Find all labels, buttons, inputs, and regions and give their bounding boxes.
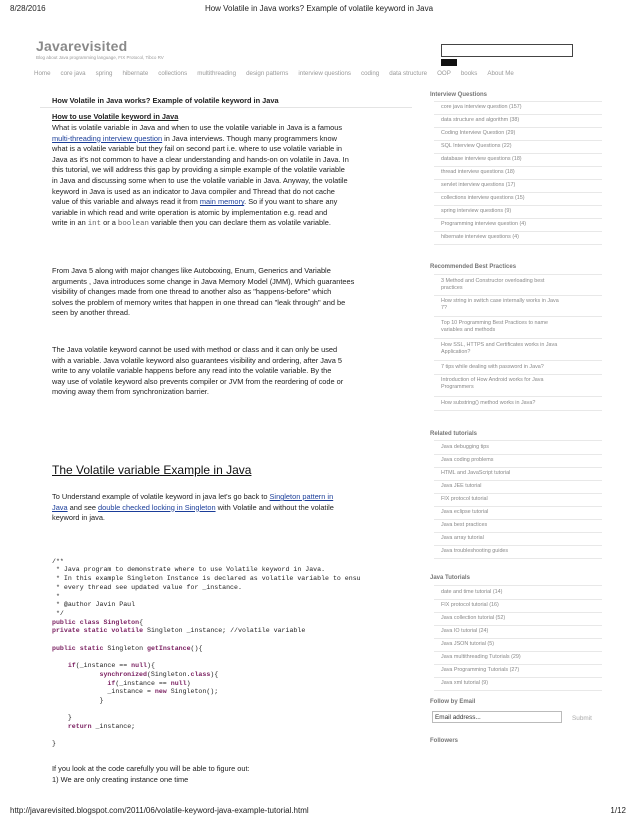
double-checked-locking-link[interactable]: double checked locking in Singleton <box>98 502 216 512</box>
code-line <box>52 671 424 680</box>
sidebar-divider <box>434 638 602 639</box>
sidebar-divider <box>434 140 602 141</box>
code-keyword: synchronized <box>99 670 147 678</box>
p1-text: or a <box>101 218 118 228</box>
code-text: _instance; <box>91 723 136 731</box>
code-line <box>52 714 424 723</box>
sidebar-link[interactable]: Java JSON tutorial (5) <box>441 641 495 647</box>
print-date: 8/28/2016 <box>10 4 46 13</box>
sidebar-link-text: Programmers <box>441 384 474 390</box>
code-line: * every thread see updated value for _instance. <box>52 583 242 591</box>
post-title: How Volatile in Java works? Example of volatile keyword in Java <box>52 96 279 105</box>
paragraph-1 <box>52 123 404 230</box>
sidebar-divider <box>434 374 602 375</box>
sidebar-link-text: 3 Method and Constructor overloading best <box>441 278 545 284</box>
sidebar-divider <box>434 179 602 180</box>
print-page-title: How Volatile in Java works? Example of volatile keyword in Java <box>204 4 434 13</box>
p5-line: If you look at the code carefully you will be able to figure out: <box>52 764 250 773</box>
sidebar-link[interactable]: date and time tutorial (14) <box>441 589 503 595</box>
p1-text: write in an <box>52 218 88 228</box>
nav-data-structure[interactable]: data structure <box>389 70 428 77</box>
code-block <box>52 549 424 758</box>
blog-tagline: Blog about Java programming language, FIX Protocol, Tibco RV <box>36 55 164 60</box>
sidebar-divider <box>434 493 602 494</box>
code-text: (_instance == <box>75 662 132 670</box>
code-line <box>52 680 424 689</box>
code-line <box>52 732 424 741</box>
p2-line: arguments , Java introduces some change in Java Memory Model (JMM), Which guarantees <box>52 276 355 286</box>
blog-title[interactable]: Javarevisited <box>36 38 128 54</box>
paragraph-5 <box>52 764 404 785</box>
sidebar-divider <box>434 192 602 193</box>
code-line <box>52 688 424 697</box>
sidebar-divider <box>434 625 602 626</box>
code-text: (){ <box>190 644 203 652</box>
p3-line: moving away them from synchronization barrier. <box>52 387 209 397</box>
p4-text: with Volatile and without the volatile <box>215 502 334 512</box>
p1-text: in Java interviews. Though many programmers know <box>162 133 337 143</box>
code-line <box>52 627 424 636</box>
p5-line: 1) We are only creating instance one time <box>52 774 189 784</box>
p3-line: The Java volatile keyword cannot be used with method or class and it can only be used <box>52 345 338 354</box>
sidebar-divider <box>434 677 602 678</box>
sidebar-link[interactable]: Java eclipse tutorial <box>441 509 489 515</box>
nav-oop[interactable]: OOP <box>437 70 451 77</box>
sidebar-divider <box>434 295 602 296</box>
sidebar-link[interactable]: spring interview questions (9) <box>441 208 512 214</box>
sidebar-divider <box>434 231 602 232</box>
p2-line: From Java 5 along with major changes like Autoboxing, Enum, Generics and Variable <box>52 266 331 275</box>
sidebar-divider <box>434 410 602 411</box>
code-keyword: volatile <box>111 627 144 635</box>
p1-line: What is volatile variable in Java and when to use the volatile variable in Java is a famous <box>52 123 343 132</box>
sidebar-link[interactable]: Java Programming Tutorials (27) <box>441 667 520 673</box>
code-line <box>52 653 424 662</box>
sidebar-link[interactable]: Java collection tutorial (52) <box>441 615 506 621</box>
sidebar-link[interactable]: Java JEE tutorial <box>441 483 482 489</box>
sidebar-divider <box>434 153 602 154</box>
nav-home[interactable]: Home <box>34 70 51 77</box>
p2-line: solves the problem of memory writes that happen in one thread can "leak through" and be <box>52 297 346 307</box>
nav-collections[interactable]: collections <box>158 70 188 77</box>
singleton-pattern-link[interactable]: Singleton pattern in <box>269 492 334 501</box>
sidebar-link[interactable]: Programming interview question (4) <box>441 221 527 227</box>
subheading-text: How to use Volatile keyword in Java <box>52 112 179 121</box>
nav-interview-questions[interactable]: interview questions <box>298 70 351 77</box>
nav-coding[interactable]: coding <box>361 70 380 77</box>
p4-line <box>52 492 404 503</box>
sidebar-divider <box>434 454 602 455</box>
sidebar-divider <box>434 506 602 507</box>
sidebar-link-text: practices <box>441 285 463 291</box>
sidebar-divider <box>434 467 602 468</box>
sidebar-divider <box>434 274 602 275</box>
search-input[interactable] <box>441 44 573 57</box>
code-text: _instance = <box>107 688 155 696</box>
code-line: * @author Javin Paul <box>52 601 136 609</box>
sidebar-divider <box>434 166 602 167</box>
sidebar-divider <box>434 651 602 652</box>
inline-code-boolean: boolean <box>117 220 149 229</box>
p1-line: variable in which read and write operation is atomic by implementation e.g. read and <box>52 207 328 217</box>
sidebar-link[interactable]: Java array tutorial <box>441 535 484 541</box>
code-text: ){ <box>210 670 219 678</box>
sidebar-link[interactable] <box>441 364 591 371</box>
sidebar-heading-java-tutorials: Java Tutorials <box>430 575 470 581</box>
p4-text: and see <box>67 502 99 512</box>
sidebar-link-text: Introduction of How Android works for Java <box>441 377 544 383</box>
post-divider <box>40 107 412 108</box>
sidebar-link[interactable]: HTML and JavaScript tutorial <box>441 470 511 476</box>
singleton-pattern-link-cont[interactable]: Java <box>52 502 68 512</box>
sidebar-heading-followers: Followers <box>430 738 459 744</box>
sidebar-divider <box>434 690 602 691</box>
sidebar-heading-best-practices: Recommended Best Practices <box>430 264 517 270</box>
code-line <box>52 636 424 645</box>
sidebar-divider <box>434 101 602 102</box>
sidebar-divider <box>434 127 602 128</box>
sidebar-link[interactable] <box>441 298 591 312</box>
sidebar-link[interactable]: SQL Interview Questions (22) <box>441 143 512 149</box>
p1-text: variable then you can declare them as volatile variable. <box>148 218 331 228</box>
sidebar-link-text: How substring() method works in Java? <box>441 400 536 406</box>
paragraph-2 <box>52 266 404 319</box>
sidebar-divider <box>434 114 602 115</box>
code-text: } <box>67 714 72 722</box>
sidebar-divider <box>434 360 602 361</box>
sidebar-link-text: Application? <box>441 349 471 355</box>
code-keyword: static <box>79 644 104 652</box>
print-url: http://javarevisited.blogspot.com/2011/06/volatile-keyword-java-example-tutorial.html <box>10 806 309 815</box>
p1-line: what is a volatile variable but they fail on second part i.e. where to use volatile variable in <box>52 144 343 154</box>
code-keyword: static <box>83 627 108 635</box>
code-text: ) <box>186 679 191 687</box>
sidebar-link-text: Top 10 Programming Best Practices to name <box>441 320 548 326</box>
code-text: } <box>52 740 56 748</box>
print-header <box>0 4 638 18</box>
paragraph-4 <box>52 492 404 524</box>
sidebar-divider <box>434 218 602 219</box>
p1-line: keyword in Java is used as an indicator to Java compiler and Thread that do not cache <box>52 186 335 196</box>
code-text: } <box>99 696 104 704</box>
sidebar-divider <box>434 205 602 206</box>
code-line: * Java program to demonstrate where to use Volatile keyword in Java. <box>52 566 326 574</box>
p3-line: with a variable. Java volatile keyword also guarantees visibility and ordering, after Java 5 <box>52 355 343 365</box>
post-subheading <box>52 112 404 123</box>
nav-multithreading[interactable]: multithreading <box>197 70 237 77</box>
sidebar-link-text: 7? <box>441 305 447 311</box>
p1-text: value of this variable and always read it from <box>52 197 200 207</box>
code-keyword: public <box>52 618 76 626</box>
sidebar-link[interactable]: FIX protocol tutorial (16) <box>441 602 499 608</box>
code-text: { <box>139 618 144 626</box>
nav-books[interactable]: books <box>460 70 478 77</box>
sidebar-link[interactable]: Java coding problems <box>441 457 494 463</box>
sidebar-heading-interview: Interview Questions <box>430 92 488 98</box>
code-line <box>52 697 424 706</box>
code-keyword: if <box>107 679 116 687</box>
code-text: ){ <box>146 662 155 670</box>
sidebar-divider <box>434 585 602 586</box>
sidebar-link[interactable]: collections interview questions (15) <box>441 195 525 201</box>
sidebar-link[interactable]: Java xml tutorial (9) <box>441 680 489 686</box>
sidebar-link[interactable] <box>441 377 591 391</box>
email-field[interactable]: Email address... <box>432 711 562 723</box>
p1-line: in Java and discussing some when to use the volatile variable in Java. Anyway, the volatile <box>52 175 348 185</box>
sidebar-link[interactable]: data structure and algorithm (38) <box>441 117 520 123</box>
code-text: (_instance == <box>115 679 171 687</box>
code-keyword: class <box>79 618 100 626</box>
p3-line: write to any volatile variable happens before any read into the volatile variable. By the <box>52 366 332 376</box>
print-page-number: 1/12 <box>610 806 626 815</box>
p1-line: Java as it's not common to have a clear understanding and hands-on on volatile in Java. In <box>52 154 349 164</box>
submit-button[interactable]: Submit <box>572 715 592 722</box>
multithreading-interview-link[interactable]: multi-threading interview question <box>52 133 163 143</box>
sidebar-link[interactable]: Java troubleshooting guides <box>441 548 509 554</box>
code-line: */ <box>52 609 64 617</box>
section-heading: The Volatile variable Example in Java <box>52 463 252 477</box>
code-line <box>52 723 424 732</box>
sidebar-link[interactable]: Java IO tutorial (24) <box>441 628 489 634</box>
p1-text: . So if you want to share any <box>244 197 338 207</box>
sidebar-link[interactable]: Java debugging tips <box>441 444 489 450</box>
code-line <box>52 706 424 715</box>
code-keyword: if <box>67 662 76 670</box>
sidebar-divider <box>434 440 602 441</box>
code-keyword: null <box>131 662 147 670</box>
sidebar-link[interactable] <box>441 278 591 292</box>
sidebar-link[interactable] <box>441 400 591 407</box>
sidebar-link[interactable]: Coding Interview Question (29) <box>441 130 516 136</box>
sidebar-divider <box>434 558 602 559</box>
sidebar-link[interactable]: core java interview question (157) <box>441 104 522 110</box>
code-line <box>52 740 424 749</box>
paragraph-3 <box>52 345 404 398</box>
code-keyword: return <box>67 723 92 731</box>
sidebar-divider <box>434 599 602 600</box>
code-keyword: class <box>190 670 211 678</box>
sidebar-link-text: How SSL, HTTPS and Certificates works in Java <box>441 342 558 348</box>
p2-line: seen by another thread. <box>52 308 131 318</box>
code-text: Singleton _instance; //volatile variable <box>143 627 306 635</box>
sidebar-divider <box>434 396 602 397</box>
sidebar-divider <box>434 545 602 546</box>
code-line <box>52 645 424 654</box>
sidebar-link[interactable]: FIX protocol tutorial <box>441 496 488 502</box>
sidebar-link-text: 7 tips while dealing with password in Java? <box>441 364 544 370</box>
sidebar-heading-follow: Follow by Email <box>430 699 476 705</box>
inline-code-int: int <box>87 220 102 229</box>
sidebar-divider <box>434 316 602 317</box>
sidebar-link[interactable]: servlet interview questions (17) <box>441 182 516 188</box>
code-keyword: private <box>52 627 80 635</box>
sidebar-divider <box>434 612 602 613</box>
code-keyword: null <box>170 679 187 687</box>
sidebar-link[interactable]: thread interview questions (18) <box>441 169 515 175</box>
p3-line: way use of volatile keyword also prevents compiler or JVM from the reordering of code or <box>52 376 344 386</box>
p1-line <box>52 134 404 145</box>
p1-line <box>52 197 404 208</box>
nav-about-me[interactable]: About Me <box>487 70 514 77</box>
nav-spring[interactable]: spring <box>95 70 113 77</box>
sidebar-link-text: How string in switch case internally works in Java <box>441 298 559 304</box>
code-line <box>52 662 424 671</box>
nav-core-java[interactable]: core java <box>60 70 86 77</box>
p4-line: keyword in java. <box>52 513 105 523</box>
sidebar-link[interactable]: database interview questions (18) <box>441 156 522 162</box>
code-keyword: new <box>154 688 167 696</box>
p4-text: To Understand example of volatile keyword in java let's go back to <box>52 492 270 501</box>
code-class-name: Singleton <box>103 618 140 626</box>
sidebar-link[interactable] <box>441 342 591 356</box>
sidebar-divider <box>434 244 602 245</box>
code-text: Singleton(); <box>166 688 219 696</box>
code-line: * <box>52 592 60 600</box>
nav-hibernate[interactable]: hibernate <box>122 70 149 77</box>
code-text: (Singleton. <box>146 670 191 678</box>
p1-line <box>52 218 404 230</box>
nav-design-patterns[interactable]: design patterns <box>246 70 289 77</box>
sidebar-divider <box>434 519 602 520</box>
code-text: Singleton <box>103 644 147 652</box>
search-button[interactable] <box>441 59 457 66</box>
code-line: * In this example Singleton Instance is declared as volatile variable to ensu <box>52 575 361 583</box>
sidebar-divider <box>434 480 602 481</box>
p1-line: this tutorial, we will address this gap by providing a simple example of the volatile variable <box>52 165 345 175</box>
p4-line <box>52 503 404 514</box>
sidebar-link-text: variables and methods <box>441 327 496 333</box>
sidebar-link[interactable]: Java best practices <box>441 522 488 528</box>
sidebar-link[interactable]: hibernate interview questions (4) <box>441 234 519 240</box>
sidebar-heading-related: Related tutorials <box>430 431 478 437</box>
sidebar-divider <box>434 338 602 339</box>
sidebar-divider <box>434 532 602 533</box>
main-memory-link[interactable]: main memory <box>199 197 245 207</box>
code-method-name: getInstance <box>147 644 191 652</box>
sidebar-divider <box>434 664 602 665</box>
top-navigation <box>34 70 514 83</box>
sidebar-link[interactable] <box>441 320 591 334</box>
code-line: /** <box>52 557 64 565</box>
p2-line: visibility of changes made from one thread to another also as "happens-before" which <box>52 287 332 297</box>
code-line <box>52 619 424 628</box>
code-keyword: public <box>52 644 76 652</box>
sidebar-link[interactable]: Java multithreading Tutorials (29) <box>441 654 521 660</box>
